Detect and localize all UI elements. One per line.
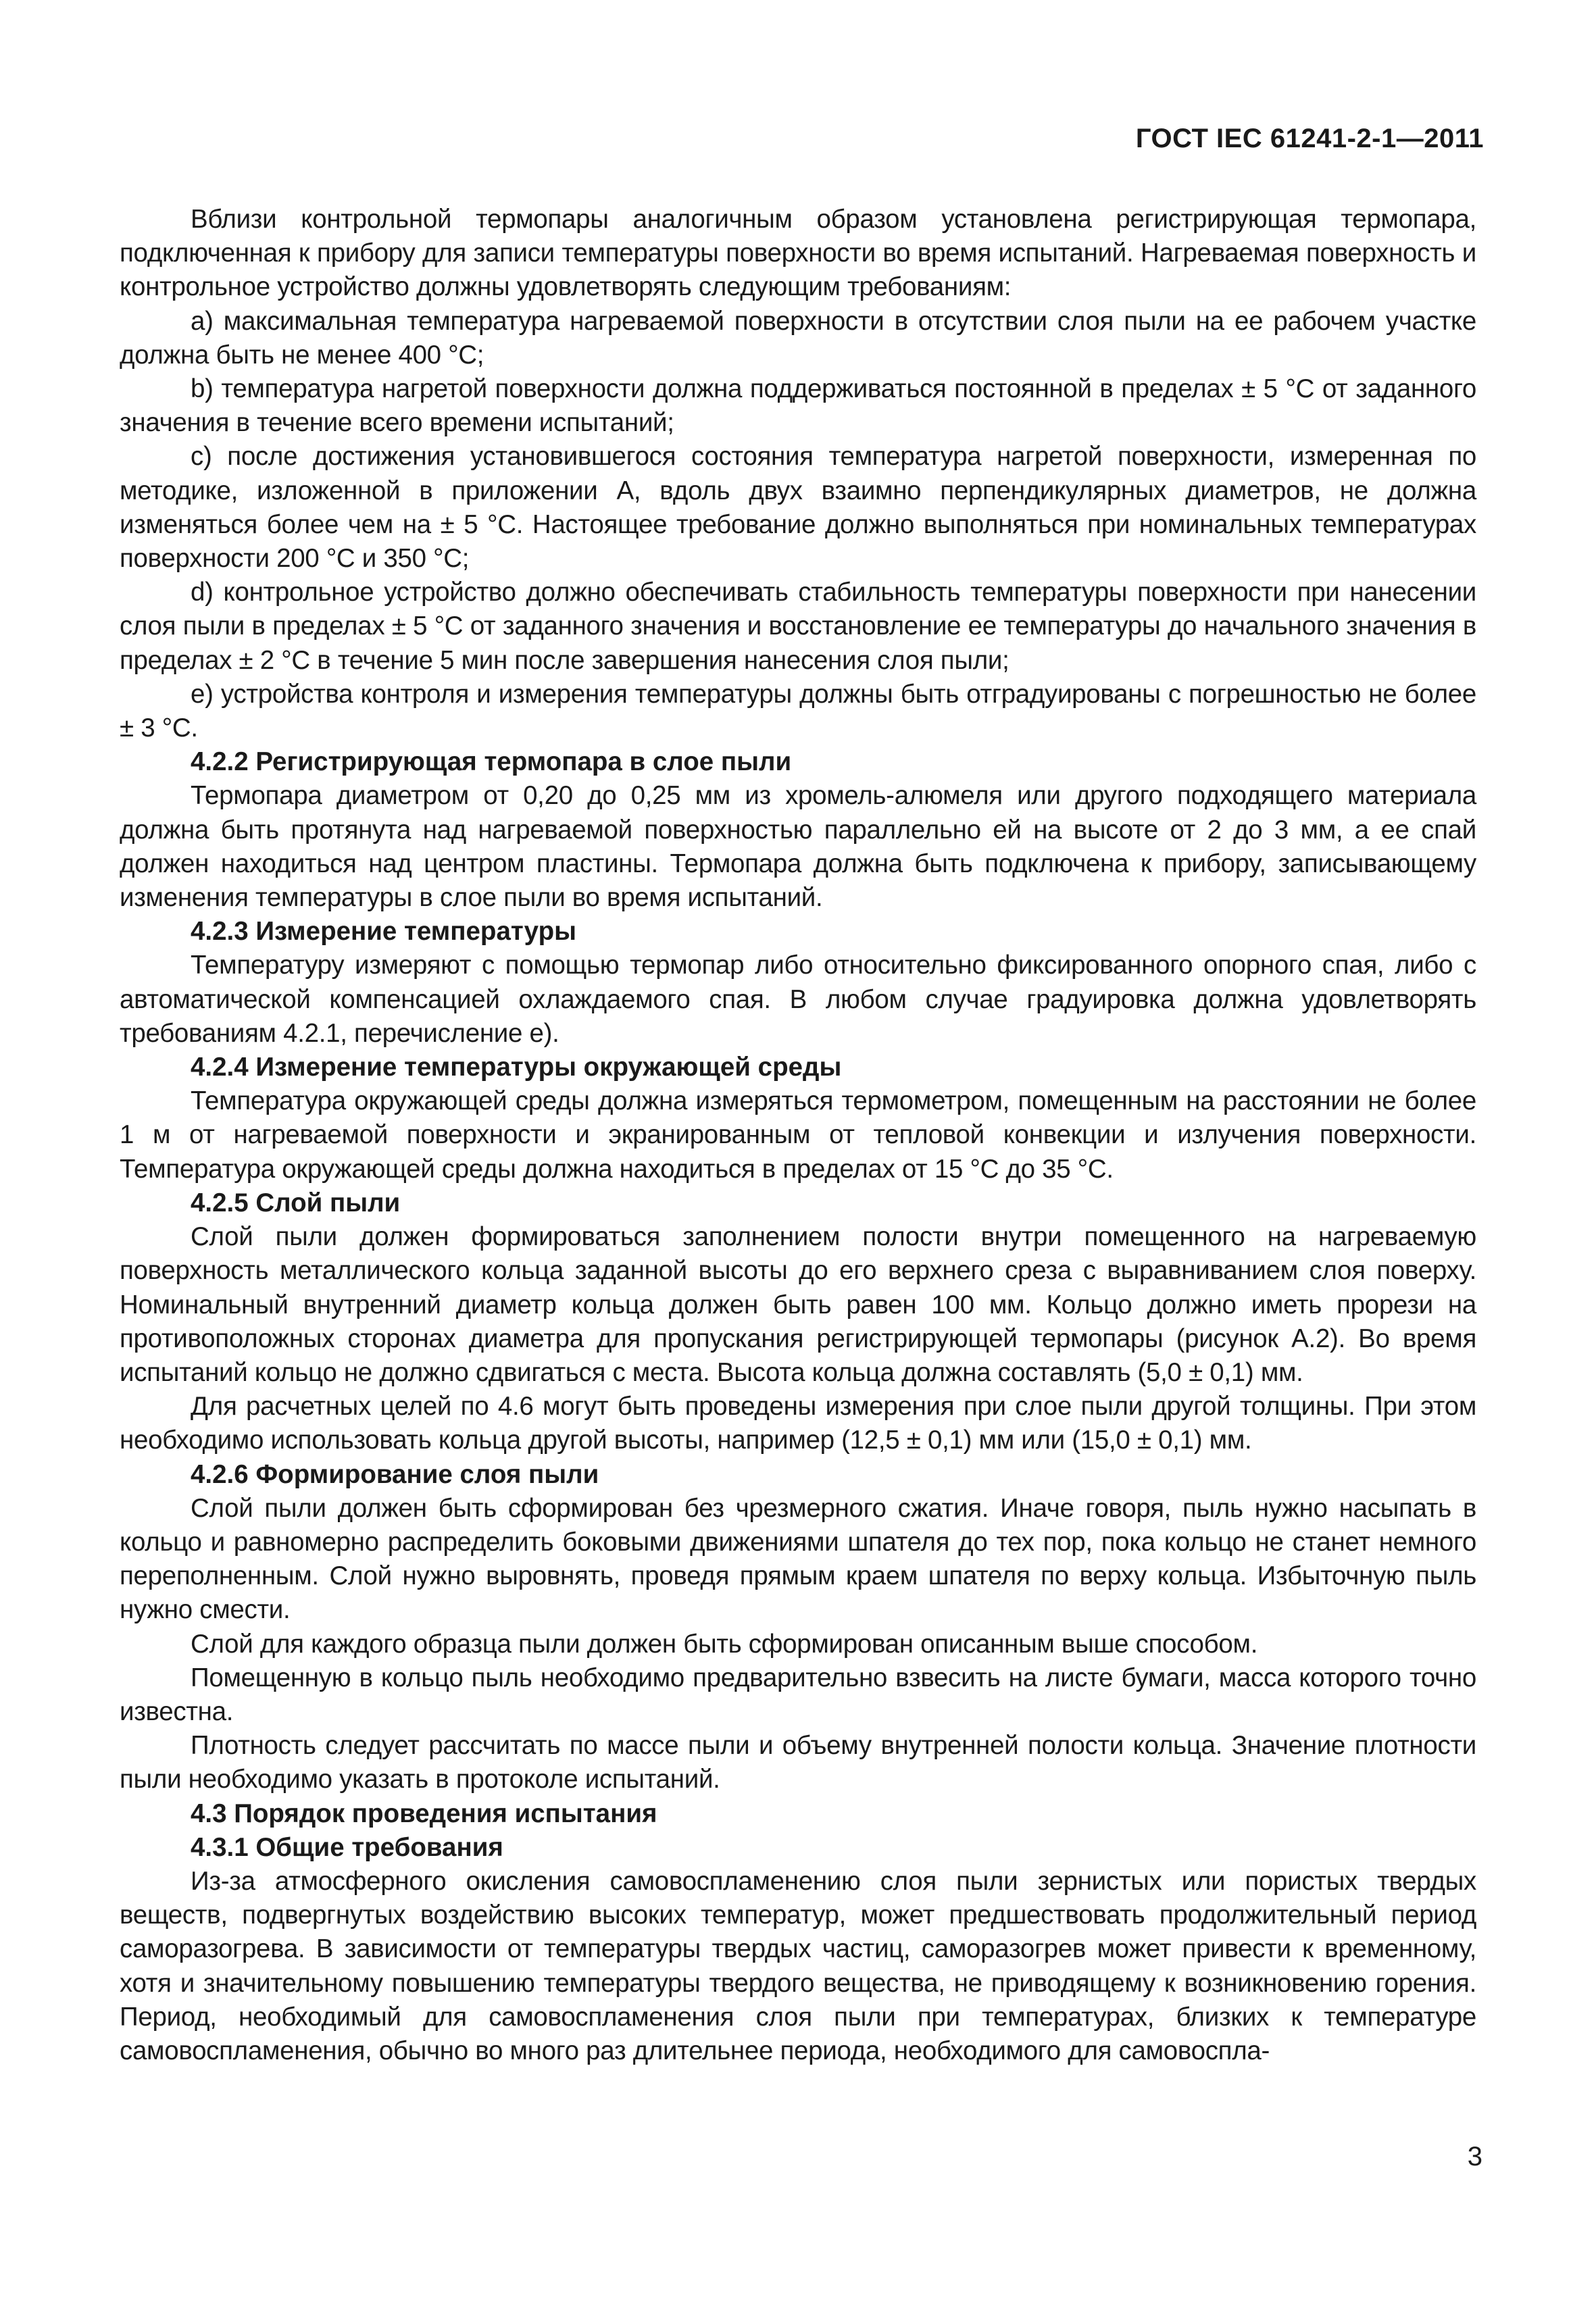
section-heading-4-2-2: 4.2.2 Регистрирующая термопара в слое пыли xyxy=(191,747,792,777)
body-paragraph: Слой для каждого образца пыли должен быть сформирован описанным выше способом. xyxy=(191,1629,1258,1659)
section-heading-4-2-6: 4.2.6 Формирование слоя пыли xyxy=(191,1459,599,1489)
body-paragraph: Слой пыли должен формироваться заполнением полости внутри помещенного на нагреваемую поверхность металлического кольца заданной высоты до его верхнего среза с выравниванием слоя поверху. Номинальный внутренний диаметр кольца должен быть равен 100 мм. Кольцо должно иметь прорези на противоположных сторонах диаметра для пропускания регистрирующей термопары (рисунок А.2). Во время испытаний кольцо не должно сдвигаться с места. Высота кольца должна составлять (5,0 ± 0,1) мм. xyxy=(120,1222,1476,1387)
body-paragraph: Для расчетных целей по 4.6 могут быть проведены измерения при слое пыли другой толщины. При этом необходимо использовать кольца другой высоты, например (12,5 ± 0,1) мм или (15,0 ± 0,1) мм. xyxy=(120,1392,1476,1455)
list-item-c: c) после достижения установившегося состояния температура нагретой поверхности, измеренная по методике, изложенной в приложении А, вдоль двух взаимно перпендикулярных диаметров, не должна изменяться более чем на ± 5 °C. Настоящее требование должно выполняться при номинальных температурах поверхности 200 °C и 350 °C; xyxy=(120,442,1476,574)
body-paragraph: Плотность следует рассчитать по массе пыли и объему внутренней полости кольца. Значение плотности пыли необходимо указать в протоколе испытаний. xyxy=(120,1731,1476,1794)
body-paragraph: Температура окружающей среды должна измеряться термометром, помещенным на расстоянии не более 1 м от нагреваемой поверхности и экранированным от тепловой конвекции и излучения поверхности. Температура окружающей среды должна находиться в пределах от 15 °C до 35 °C. xyxy=(120,1086,1476,1184)
list-item-d: d) контрольное устройство должно обеспечивать стабильность температуры поверхности при нанесении слоя пыли в пределах ± 5 °C от заданного значения и восстановление ее температуры до начального значения в пределах ± 2 °C в течение 5 мин после завершения нанесения слоя пыли; xyxy=(120,578,1476,675)
section-heading-4-2-5: 4.2.5 Слой пыли xyxy=(191,1188,401,1217)
document-header: ГОСТ IEC 61241-2-1—2011 xyxy=(1135,124,1484,153)
section-heading-4-3: 4.3 Порядок проведения испытания xyxy=(191,1799,657,1828)
section-heading-4-2-3: 4.2.3 Измерение температуры xyxy=(191,917,576,947)
body-paragraph: Термопара диаметром от 0,20 до 0,25 мм из хромель-алюмеля или другого подходящего материала должна быть протянута над нагреваемой поверхностью параллельно ей на высоте от 2 до 3 мм, а ее спай должен находиться над центром пластины. Термопара должна быть подключена к прибору, записывающему изменения температуры в слое пыли во время испытаний. xyxy=(120,781,1476,913)
page-number: 3 xyxy=(1467,2142,1482,2171)
body-paragraph: Из-за атмосферного окисления самовоспламенению слоя пыли зернистых или пористых твердых веществ, подвергнутых воздействию высоких температур, может предшествовать продолжительный период саморазогрева. В зависимости от температуры твердых частиц, саморазогрев может привести к временному, хотя и значительному повышению температуры твердого вещества, не приводящему к возникновению горения. Период, необходимый для самовоспламенения слоя пыли при температурах, близких к температуре самовоспламенения, обычно во много раз длительнее периода, необходимого для самовоспла- xyxy=(120,1866,1476,2065)
section-heading-4-2-4: 4.2.4 Измерение температуры окружающей среды xyxy=(191,1053,842,1082)
body-paragraph: Помещенную в кольцо пыль необходимо предварительно взвесить на листе бумаги, масса которого точно известна. xyxy=(120,1663,1476,1726)
section-heading-4-3-1: 4.3.1 Общие требования xyxy=(191,1832,503,1862)
list-item-e: e) устройства контроля и измерения температуры должны быть отградуированы с погрешностью не более ± 3 °C. xyxy=(120,679,1476,743)
list-item-b: b) температура нагретой поверхности должна поддерживаться постоянной в пределах ± 5 °C от заданного значения в течение всего времени испытаний; xyxy=(120,374,1476,438)
document-body xyxy=(120,203,1476,2068)
body-paragraph: Вблизи контрольной термопары аналогичным образом установлена регистрирующая термопара, подключенная к прибору для записи температуры поверхности во время испытаний. Нагреваемая поверхность и контрольное устройство должны удовлетворять следующим требованиям: xyxy=(120,205,1476,302)
list-item-a: а) максимальная температура нагреваемой поверхности в отсутствии слоя пыли на ее рабочем участке должна быть не менее 400 °C; xyxy=(120,306,1476,370)
body-paragraph: Слой пыли должен быть сформирован без чрезмерного сжатия. Иначе говоря, пыль нужно насыпать в кольцо и равномерно распределить боковыми движениями шпателя до тех пор, пока кольцо не станет немного переполненным. Слой нужно выровнять, проведя прямым краем шпателя по верху кольца. Избыточную пыль нужно смести. xyxy=(120,1493,1476,1625)
body-paragraph: Температуру измеряют с помощью термопар либо относительно фиксированного опорного спая, либо с автоматической компенсацией охлаждаемого спая. В любом случае градуировка должна удовлетворять требованиям 4.2.1, перечисление е). xyxy=(120,951,1476,1048)
